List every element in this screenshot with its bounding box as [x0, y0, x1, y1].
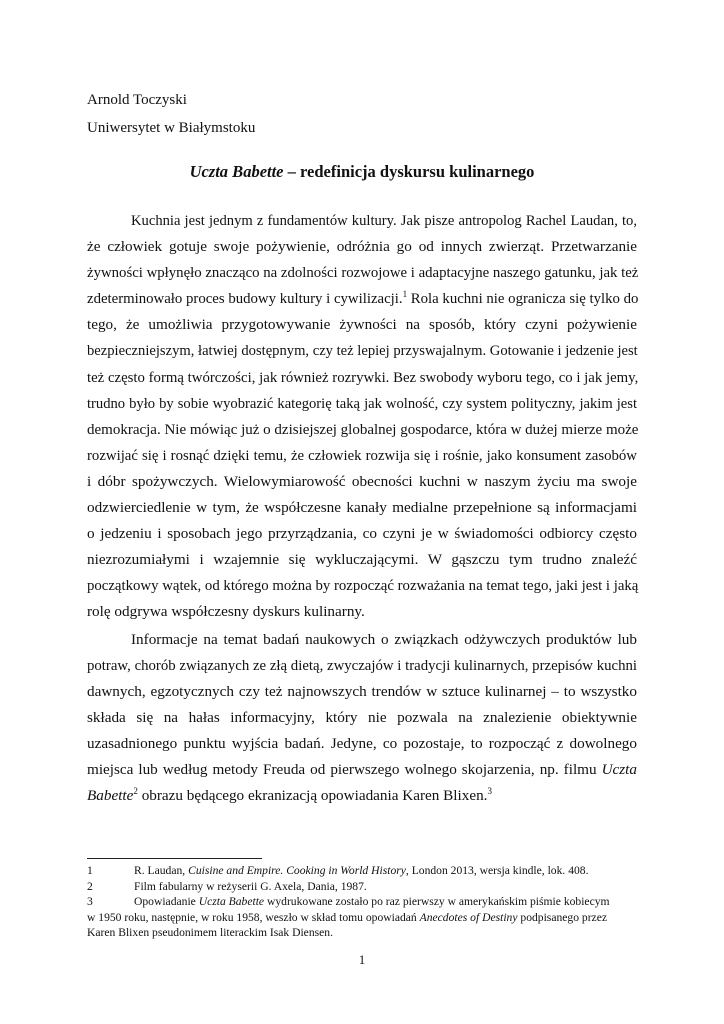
- footnote-ref-2[interactable]: 2: [133, 786, 138, 797]
- footnote-3-line-3: Karen Blixen pseudonimem literackim Isak Diensen.: [87, 926, 333, 939]
- footnotes: [87, 863, 637, 941]
- footnote-italic: Uczta Babette: [198, 895, 265, 908]
- text-line: tego, że umożliwia przygotowywanie żywności na sposób, który czyni pożywienie: [87, 316, 637, 334]
- text-line: też często formą twórczości, jak również rozrywki. Bez swobody wyboru tego, co i jak jemy,: [87, 369, 639, 386]
- text-line: demokracja. Nie mówiąc już o dzisiejszej globalnej gospodarce, która w dużej mierze może: [87, 421, 639, 438]
- text-line: rolę odgrywa współczesny dyskurs kulinarny.: [87, 603, 365, 621]
- text-line: że człowiek gotuje swoje pożywienie, odróżnia go od innych zwierząt. Przetwarzanie: [87, 238, 637, 256]
- text-line: Informacje na temat badań naukowych o związkach odżywczych produktów lub: [131, 630, 637, 648]
- film-title-italic: Uczta: [601, 760, 637, 778]
- footnote-number: 2: [87, 879, 93, 893]
- text-span: zdeterminowało proces budowy kultury i cywilizacji.: [87, 291, 403, 308]
- author-affiliation: Uniwersytet w Białymstoku: [87, 120, 256, 136]
- text-span: miejsca lub według metody Freuda od pierwszego wolnego skojarzenia, np. filmu: [87, 760, 602, 778]
- footnote-ref-3[interactable]: 3: [487, 786, 492, 797]
- footnote-2: [87, 879, 637, 895]
- footnote-italic: Cuisine and Empire. Cooking in World History: [188, 864, 406, 877]
- text-line: rozwijać się i rosnąć dzięki temu, że człowiek rozwija się i rośnie, jako konsument zasobów: [87, 447, 637, 464]
- footnote-1: [87, 863, 637, 879]
- footnote-number: 3: [87, 895, 93, 908]
- page-number: 1: [358, 952, 366, 967]
- article-title: [87, 160, 637, 184]
- title-rest: – redefinicja dyskursu kulinarnego: [283, 162, 535, 181]
- author-block: [87, 86, 255, 142]
- text-line: żywności wpłynęło znacząco na zdolności rozwojowe i adaptacyjne naszego gatunku, jak też: [87, 265, 639, 282]
- footnote-text: R. Laudan,: [134, 864, 189, 877]
- text-line: bezpieczniejszym, łatwiej dostępnym, czy też lepiej przyswajalnym. Gotowanie i jedzenie jest: [87, 343, 638, 360]
- film-title-italic: Babette: [87, 787, 134, 805]
- footnote-3: [87, 894, 637, 910]
- text-line: odzwierciedlenie w tym, że współczesne kanały medialne przepełnione są informacjami: [87, 499, 637, 517]
- text-line: dawnych, egzotycznych czy też najnowszych trendów w sztuce kulinarnej – to wszystko: [87, 682, 637, 700]
- footnote-ref-1[interactable]: 1: [402, 289, 408, 300]
- article-body: [87, 208, 637, 809]
- text-span: obrazu będącego ekranizacją opowiadania Karen Blixen.: [137, 787, 488, 805]
- text-line: początkowy wątek, od którego można by rozpocząć rozważania na temat tego, jaki jest i jaką: [87, 578, 639, 595]
- paragraph-1: [87, 208, 637, 626]
- footnote-number: 1: [87, 864, 93, 877]
- title-italic: Uczta Babette: [189, 162, 284, 181]
- text-line: składa się na hałas informacyjny, który nie pozwala na znalezienie obiektywnie: [87, 708, 637, 726]
- text-line: niezrozumiałymi i wzajemnie się wykluczającymi. W gąszczu tym trudno znaleźć: [87, 551, 637, 569]
- text-line: uzasadnionego punktu wyjścia badań. Jedyne, co pozostaje, to rozpocząć z dowolnego: [87, 734, 637, 752]
- text-line: trudno było by sobie wyobrazić kategorię taką jak wolność, czy system polityczny, jakim jest: [87, 395, 637, 412]
- paragraph-2: [87, 627, 637, 810]
- text-line: [87, 757, 637, 783]
- text-line: [87, 783, 637, 809]
- footnote-text: w 1950 roku, następnie, w roku 1958, weszło w skład tomu opowiadań: [87, 910, 420, 924]
- text-span: Rola kuchni nie ogranicza się tylko do: [407, 291, 639, 308]
- footnote-text: podpisanego przez: [517, 910, 607, 924]
- text-line: o jedzeniu i sposobach jego przyrządzania, co czyni je w świadomości odbiorcy często: [87, 525, 637, 543]
- footnote-italic: Anecdotes of Destiny: [419, 910, 518, 924]
- author-name: Arnold Toczyski: [87, 92, 187, 108]
- footnote-text: Film fabularny w reżyserii G. Axela, Dania, 1987.: [134, 879, 367, 893]
- text-line: [87, 286, 637, 312]
- text-line: i dóbr spożywczych. Wielowymiarowość obecności kuchni w naszym życiu ma swoje: [87, 472, 637, 490]
- text-line: potraw, chorób związanych ze złą dietą, zwyczajów i tradycji kulinarnych, przepisów kuchni: [87, 657, 637, 674]
- footnote-text: Opowiadanie: [134, 895, 199, 908]
- text-line: Kuchnia jest jednym z fundamentów kultury. Jak pisze antropolog Rachel Laudan, to,: [131, 213, 637, 229]
- footnote-separator: [87, 858, 262, 859]
- footnote-3-line-2: [87, 910, 637, 926]
- footnote-text: , London 2013, wersja kindle, lok. 408.: [405, 864, 589, 877]
- footnote-text: wydrukowane zostało po raz pierwszy w amerykańskim piśmie kobiecym: [264, 895, 610, 908]
